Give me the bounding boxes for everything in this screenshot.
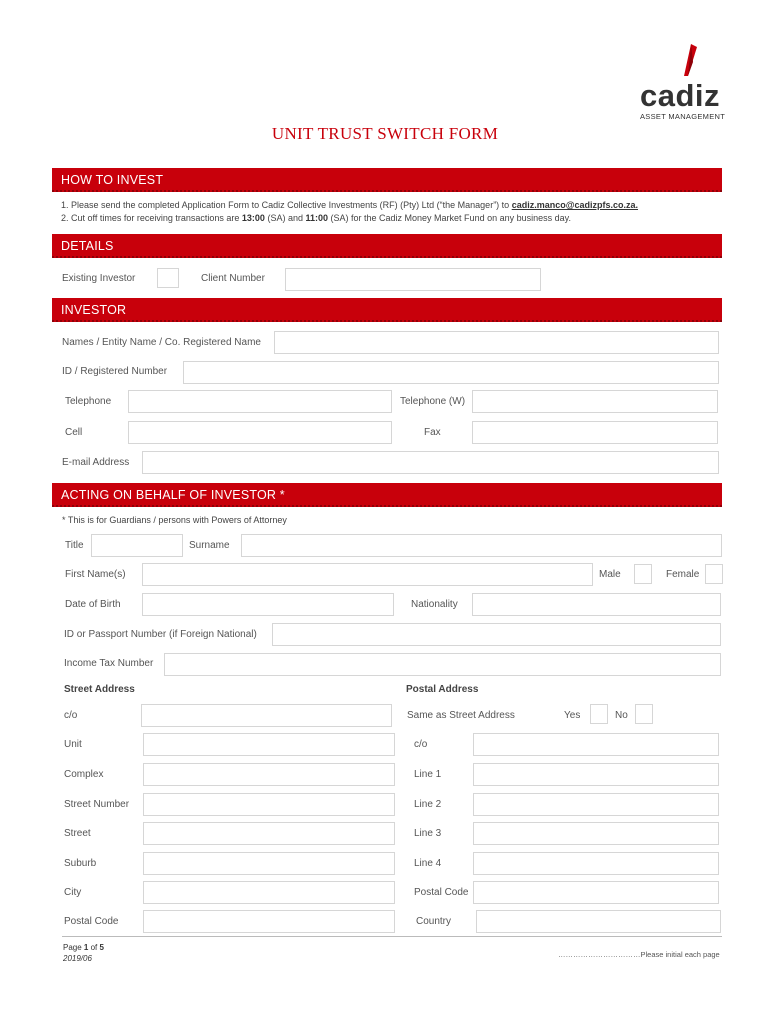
id-label: ID / Registered Number bbox=[62, 366, 168, 377]
passport-field[interactable] bbox=[272, 623, 721, 646]
telephone-field[interactable] bbox=[128, 390, 392, 413]
line2-label: Line 2 bbox=[414, 799, 442, 810]
suburb-field[interactable] bbox=[143, 852, 395, 875]
co-field[interactable] bbox=[141, 704, 392, 727]
id-field[interactable] bbox=[183, 361, 719, 384]
tax-number-label: Income Tax Number bbox=[64, 658, 154, 669]
dob-field[interactable] bbox=[142, 593, 394, 616]
postal-address-heading: Postal Address bbox=[406, 684, 479, 695]
line3-label: Line 3 bbox=[414, 828, 442, 839]
tax-number-field[interactable] bbox=[164, 653, 721, 676]
first-names-label: First Name(s) bbox=[65, 569, 126, 580]
male-label: Male bbox=[599, 569, 621, 580]
street-field[interactable] bbox=[143, 822, 395, 845]
nationality-field[interactable] bbox=[472, 593, 721, 616]
line1-label: Line 1 bbox=[414, 769, 442, 780]
how-to-invest-header bbox=[52, 168, 722, 192]
city-label: City bbox=[64, 887, 82, 898]
instruction-2-suffix: (SA) for the Cadiz Money Market Fund on any business day. bbox=[328, 213, 571, 223]
investor-heading: INVESTOR bbox=[61, 303, 127, 317]
instruction-1 bbox=[61, 200, 638, 210]
footer-divider bbox=[62, 936, 722, 937]
page-info bbox=[63, 942, 104, 964]
cell-label: Cell bbox=[65, 427, 83, 438]
male-checkbox[interactable] bbox=[634, 564, 652, 584]
instruction-1-text: 1. Please send the completed Application Form to Cadiz Collective Investments (RF) (Pty) Ltd (“the Manager”) to bbox=[61, 200, 512, 210]
postal-co-field[interactable] bbox=[473, 733, 719, 756]
instruction-2 bbox=[61, 213, 571, 223]
postal-code-left-field[interactable] bbox=[143, 910, 395, 933]
page-prefix: Page bbox=[63, 943, 84, 952]
page-of: of bbox=[88, 943, 100, 952]
existing-investor-checkbox[interactable] bbox=[157, 268, 179, 288]
logo-subtitle: ASSET MANAGEMENT bbox=[640, 112, 726, 121]
initial-prompt: ……………………………Please initial each page bbox=[558, 950, 720, 959]
unit-field[interactable] bbox=[143, 733, 395, 756]
dob-label: Date of Birth bbox=[65, 599, 121, 610]
manco-email-link[interactable]: cadiz.manco@cadizpfs.co.za. bbox=[511, 200, 639, 210]
no-checkbox[interactable] bbox=[635, 704, 653, 724]
logo-mark-icon bbox=[676, 44, 706, 78]
form-title: UNIT TRUST SWITCH FORM bbox=[271, 124, 499, 143]
complex-field[interactable] bbox=[143, 763, 395, 786]
line4-label: Line 4 bbox=[414, 858, 442, 869]
page-number bbox=[63, 942, 104, 953]
cell-field[interactable] bbox=[128, 421, 392, 444]
email-field[interactable] bbox=[142, 451, 719, 474]
same-as-street-label: Same as Street Address bbox=[407, 710, 515, 721]
nationality-label: Nationality bbox=[411, 599, 458, 610]
names-label: Names / Entity Name / Co. Registered Name bbox=[62, 337, 261, 348]
title-field[interactable] bbox=[91, 534, 183, 557]
city-field[interactable] bbox=[143, 881, 395, 904]
investor-header bbox=[52, 298, 722, 322]
street-number-field[interactable] bbox=[143, 793, 395, 816]
line2-field[interactable] bbox=[473, 793, 719, 816]
country-label: Country bbox=[416, 916, 452, 927]
street-label: Street bbox=[64, 828, 91, 839]
names-field[interactable] bbox=[274, 331, 719, 354]
how-to-invest-heading: HOW TO INVEST bbox=[61, 173, 164, 187]
acting-note: * This is for Guardians / persons with Powers of Attorney bbox=[62, 515, 287, 525]
female-checkbox[interactable] bbox=[705, 564, 723, 584]
title-label: Title bbox=[65, 540, 84, 551]
postal-co-label: c/o bbox=[414, 739, 428, 750]
yes-checkbox[interactable] bbox=[590, 704, 608, 724]
client-number-label: Client Number bbox=[201, 273, 265, 284]
surname-label: Surname bbox=[189, 540, 230, 551]
street-number-label: Street Number bbox=[64, 799, 130, 810]
page-total: 5 bbox=[99, 943, 104, 952]
cutoff-time-2: 11:00 bbox=[305, 213, 329, 223]
female-label: Female bbox=[666, 569, 700, 580]
country-field[interactable] bbox=[476, 910, 721, 933]
email-label: E-mail Address bbox=[62, 457, 130, 468]
surname-field[interactable] bbox=[241, 534, 722, 557]
form-date: 2019/06 bbox=[63, 954, 92, 963]
postal-code-right-label: Postal Code bbox=[414, 887, 469, 898]
postal-code-right-field[interactable] bbox=[473, 881, 719, 904]
details-heading: DETAILS bbox=[61, 239, 114, 253]
acting-header bbox=[52, 483, 722, 507]
telephone-w-label: Telephone (W) bbox=[400, 396, 466, 407]
acting-heading: ACTING ON BEHALF OF INVESTOR * bbox=[61, 488, 285, 502]
unit-label: Unit bbox=[64, 739, 82, 750]
complex-label: Complex bbox=[64, 769, 104, 780]
suburb-label: Suburb bbox=[64, 858, 97, 869]
yes-label: Yes bbox=[564, 710, 581, 721]
existing-investor-label: Existing Investor bbox=[62, 273, 136, 284]
co-label: c/o bbox=[64, 710, 78, 721]
page-num: 1 bbox=[83, 943, 89, 952]
client-number-field[interactable] bbox=[285, 268, 541, 291]
logo-name: cadiz bbox=[640, 78, 721, 113]
postal-code-left-label: Postal Code bbox=[64, 916, 119, 927]
instruction-2-mid: (SA) and bbox=[264, 213, 306, 223]
details-header bbox=[52, 234, 722, 258]
telephone-label: Telephone bbox=[65, 396, 112, 407]
no-label: No bbox=[615, 710, 628, 721]
first-names-field[interactable] bbox=[142, 563, 593, 586]
cutoff-time-1: 13:00 bbox=[241, 213, 265, 223]
street-address-heading: Street Address bbox=[64, 684, 135, 695]
passport-label: ID or Passport Number (if Foreign National) bbox=[64, 629, 257, 640]
line3-field[interactable] bbox=[473, 822, 719, 845]
instruction-2-prefix: 2. Cut off times for receiving transactions are bbox=[61, 213, 242, 223]
fax-field[interactable] bbox=[472, 421, 718, 444]
fax-label: Fax bbox=[424, 427, 441, 438]
telephone-w-field[interactable] bbox=[472, 390, 718, 413]
line1-field[interactable] bbox=[473, 763, 719, 786]
line4-field[interactable] bbox=[473, 852, 719, 875]
